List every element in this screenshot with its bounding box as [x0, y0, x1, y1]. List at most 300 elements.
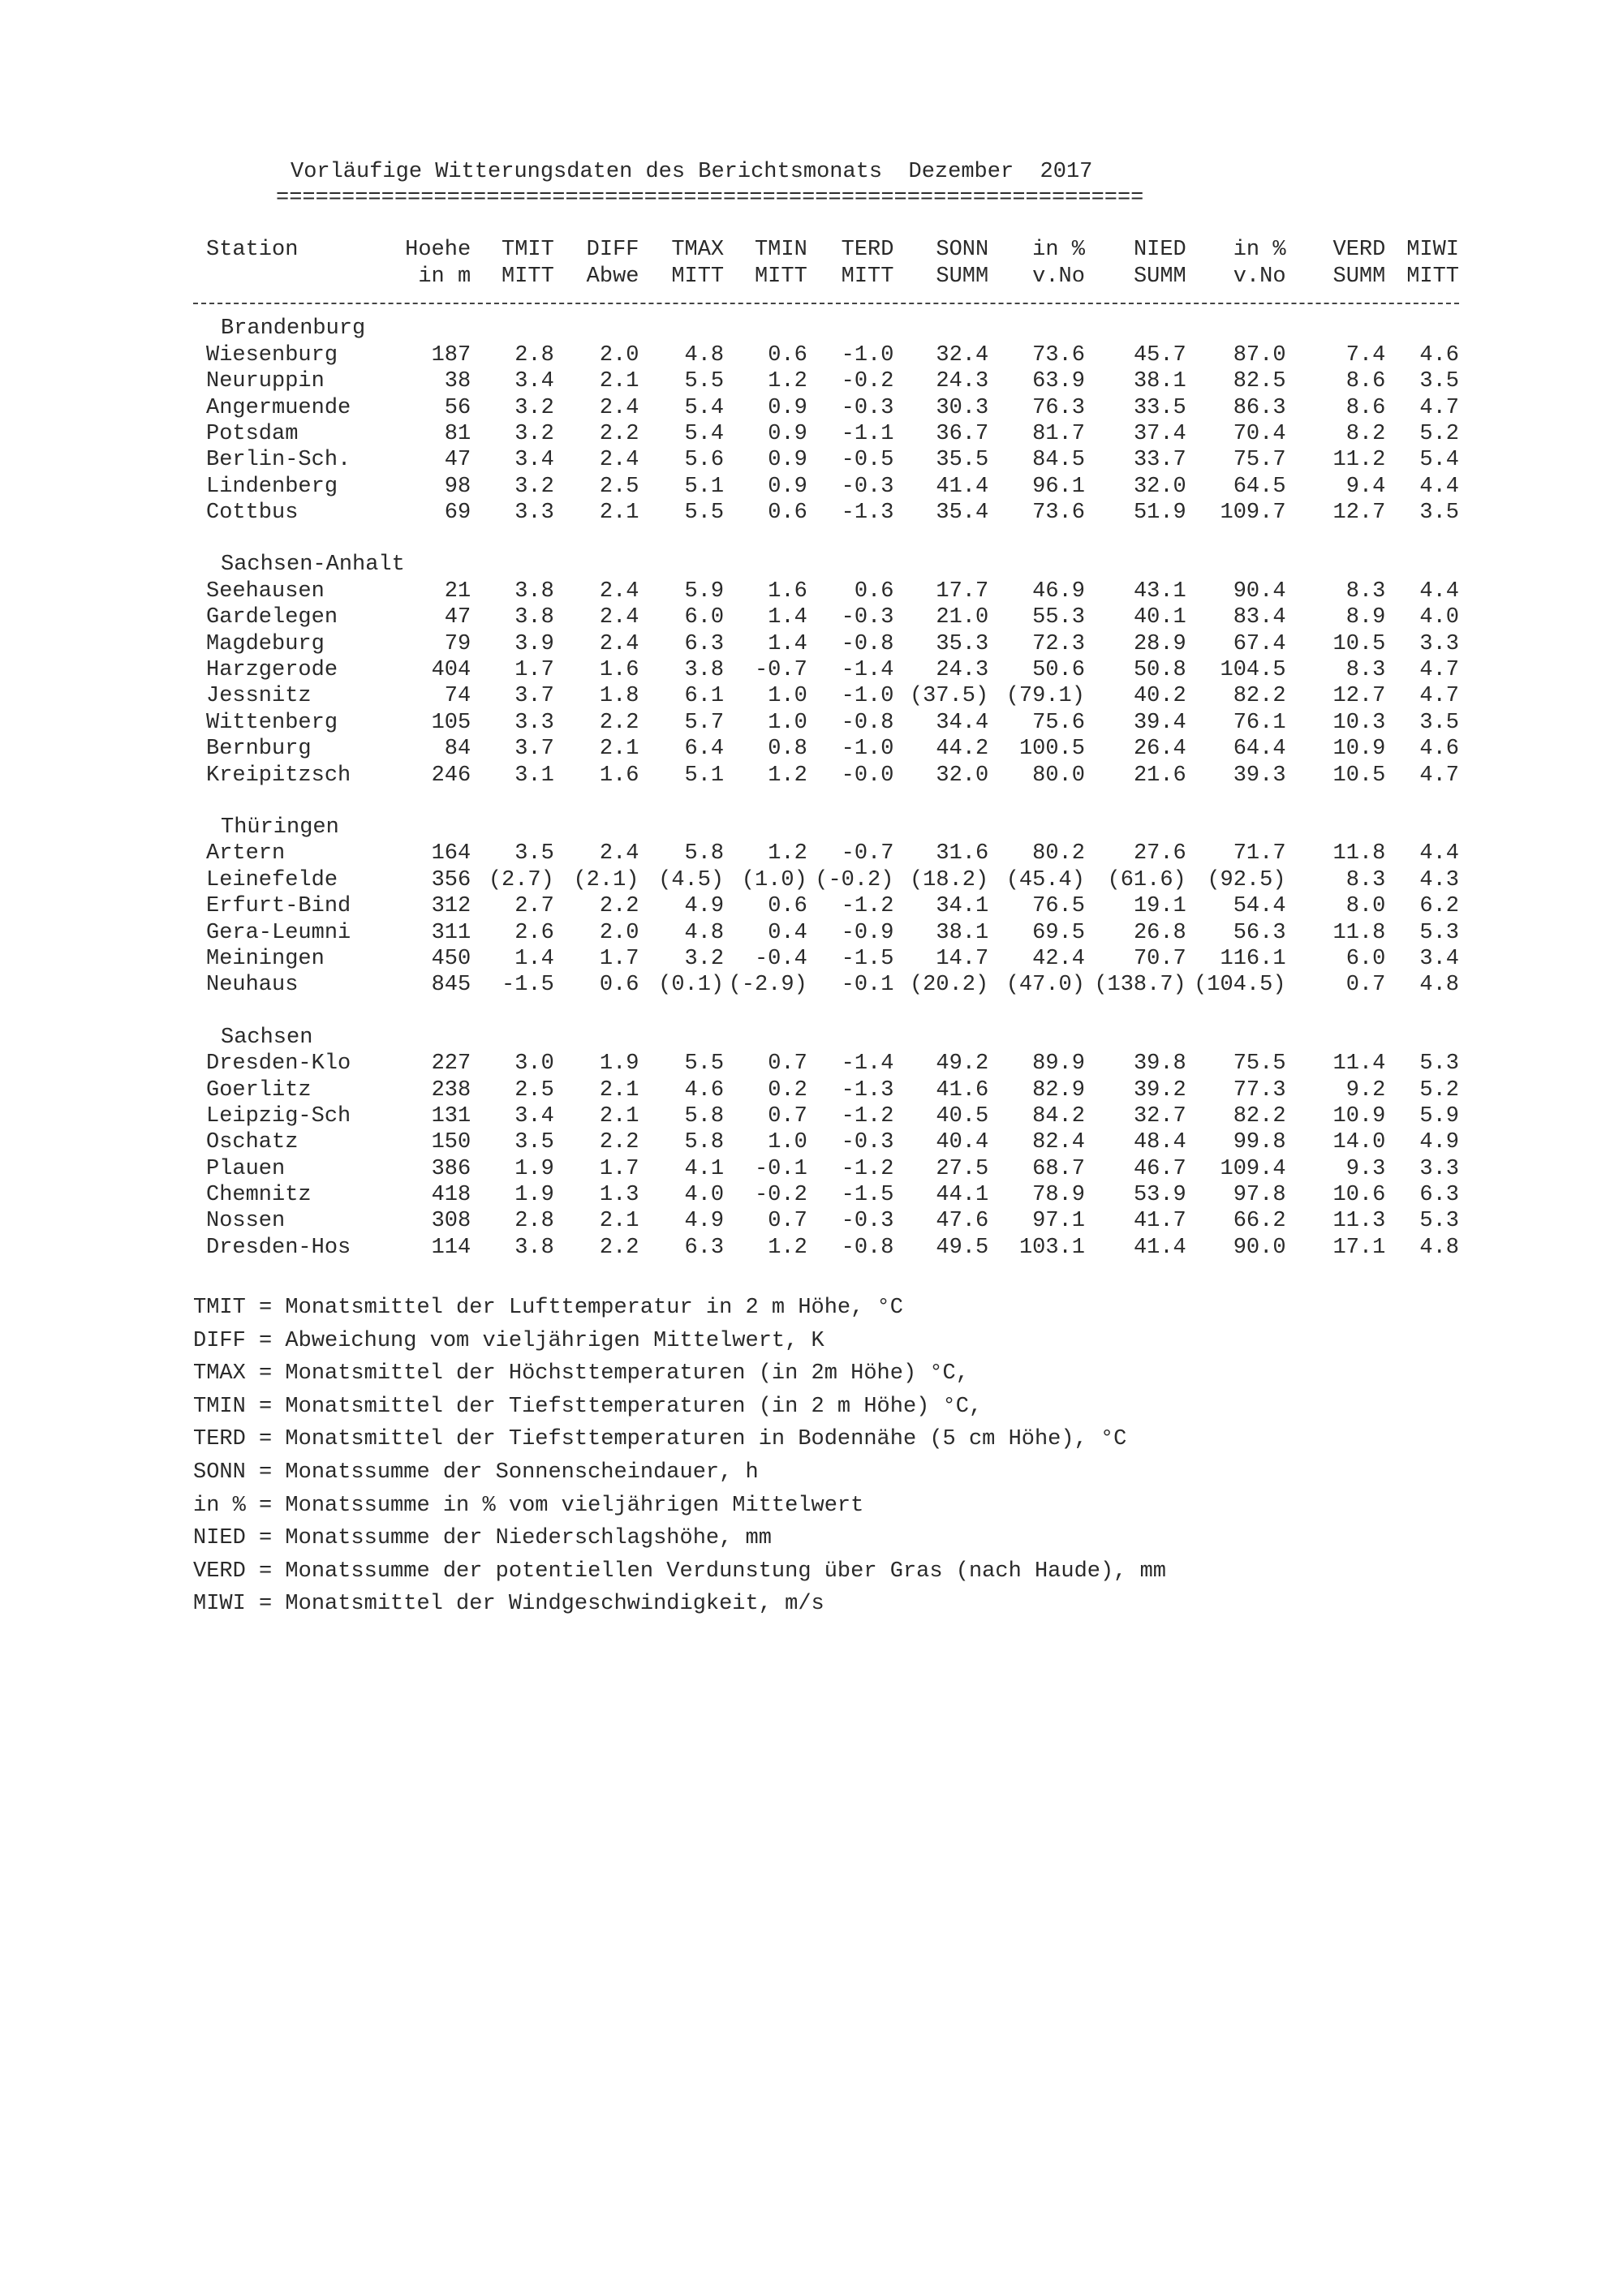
cell-sonn-pct: (45.4) — [1005, 867, 1085, 892]
cell-terd: -1.0 — [841, 342, 894, 368]
cell-hoehe: 246 — [431, 763, 471, 788]
cell-sonn: (18.2) — [909, 867, 989, 892]
cell-miwi: 6.3 — [1419, 1183, 1459, 1208]
table-row — [193, 1208, 1459, 1234]
cell-verd: 9.2 — [1345, 1077, 1386, 1103]
legend-line: SONN = Monatssumme der Sonnenscheindauer, h — [193, 1460, 759, 1485]
cell-verd: 11.8 — [1332, 920, 1386, 945]
col-subheader-nied-pct: v.No — [1233, 264, 1286, 289]
cell-tmit: 3.5 — [514, 841, 554, 866]
region-header-row — [193, 1025, 1459, 1051]
cell-hoehe: 404 — [431, 658, 471, 683]
cell-nied-pct: 97.8 — [1233, 1183, 1286, 1208]
cell-diff: 2.4 — [599, 631, 639, 656]
cell-hoehe: 356 — [431, 867, 471, 892]
cell-terd: -0.8 — [841, 710, 894, 735]
cell-nied: (61.6) — [1107, 867, 1186, 892]
weather-data-table — [193, 237, 1459, 1261]
table-row — [193, 867, 1459, 893]
cell-nied-pct: (92.5) — [1207, 867, 1286, 892]
cell-sonn-pct: 103.1 — [1018, 1235, 1085, 1260]
cell-hoehe: 450 — [431, 946, 471, 971]
cell-terd: -1.2 — [841, 1156, 894, 1181]
table-row — [193, 893, 1459, 919]
cell-terd: -1.4 — [841, 1051, 894, 1077]
cell-sonn: 40.5 — [936, 1103, 989, 1129]
cell-nied-pct: 71.7 — [1233, 841, 1286, 866]
cell-tmax: 5.8 — [684, 841, 725, 866]
cell-sonn-pct: 82.9 — [1032, 1077, 1085, 1103]
cell-tmin: 1.2 — [768, 841, 807, 866]
cell-diff: 2.1 — [599, 1209, 639, 1234]
cell-nied-pct: 64.4 — [1233, 737, 1286, 762]
col-subheader-sonn: SUMM — [936, 264, 989, 289]
cell-nied-pct: 82.5 — [1233, 369, 1286, 394]
cell-nied-pct: 90.4 — [1233, 578, 1286, 604]
cell-station: Erfurt-Bind — [206, 894, 351, 919]
table-row — [193, 657, 1459, 683]
region-spacer — [193, 789, 1459, 815]
cell-diff: (2.1) — [573, 867, 639, 892]
cell-station: Goerlitz — [206, 1077, 312, 1103]
cell-station: Gera-Leumni — [206, 920, 351, 945]
col-subheader-sonn-pct: v.No — [1032, 264, 1085, 289]
cell-station: Plauen — [206, 1156, 286, 1181]
cell-miwi: 5.4 — [1419, 448, 1459, 473]
cell-miwi: 5.9 — [1419, 1103, 1459, 1129]
cell-verd: 8.3 — [1345, 658, 1386, 683]
cell-sonn: 30.3 — [936, 395, 989, 420]
cell-sonn-pct: 50.6 — [1032, 658, 1085, 683]
cell-sonn-pct: 72.3 — [1032, 631, 1085, 656]
cell-miwi: 5.2 — [1419, 421, 1459, 446]
cell-sonn-pct: 78.9 — [1032, 1183, 1085, 1208]
cell-tmin: 0.6 — [768, 342, 807, 368]
cell-sonn-pct: 100.5 — [1018, 737, 1085, 762]
cell-nied: 39.2 — [1133, 1077, 1186, 1103]
table-row — [193, 710, 1459, 736]
cell-nied: 39.8 — [1133, 1051, 1186, 1077]
region-name: Sachsen-Anhalt — [221, 553, 405, 578]
cell-miwi: 4.8 — [1419, 1235, 1459, 1260]
cell-verd: 10.3 — [1332, 710, 1386, 735]
cell-station: Jessnitz — [206, 684, 312, 709]
table-row — [193, 421, 1459, 447]
cell-station: Artern — [206, 841, 286, 866]
cell-tmin: -0.7 — [754, 658, 807, 683]
cell-tmin: 0.9 — [768, 474, 807, 499]
cell-nied-pct: 104.5 — [1220, 658, 1286, 683]
cell-diff: 1.8 — [599, 684, 639, 709]
cell-hoehe: 105 — [431, 710, 471, 735]
cell-nied: 43.1 — [1133, 578, 1186, 604]
cell-sonn: 49.2 — [936, 1051, 989, 1077]
cell-tmax: 6.0 — [684, 605, 725, 630]
cell-tmit: 3.7 — [514, 684, 554, 709]
cell-tmit: 3.3 — [514, 501, 554, 526]
cell-station: Kreipitzsch — [206, 763, 351, 788]
cell-tmax: 4.0 — [684, 1183, 725, 1208]
col-header-tmax: TMAX — [671, 238, 725, 263]
cell-nied: 40.2 — [1133, 684, 1186, 709]
cell-verd: 6.0 — [1345, 946, 1386, 971]
cell-verd: 8.9 — [1345, 605, 1386, 630]
header-separator — [193, 290, 1459, 316]
cell-miwi: 4.7 — [1419, 395, 1459, 420]
cell-miwi: 4.9 — [1419, 1130, 1459, 1155]
cell-tmit: 1.4 — [514, 946, 554, 971]
dashed-rule — [193, 303, 1459, 304]
table-row — [193, 972, 1459, 998]
cell-station: Lindenberg — [206, 474, 338, 499]
cell-tmit: 3.4 — [514, 1103, 554, 1129]
cell-hoehe: 84 — [444, 737, 471, 762]
col-header-sonn-pct: in % — [1032, 238, 1085, 263]
region-name: Brandenburg — [221, 316, 366, 342]
cell-nied-pct: 109.7 — [1220, 501, 1286, 526]
cell-station: Chemnitz — [206, 1183, 312, 1208]
cell-verd: 8.6 — [1345, 369, 1386, 394]
cell-sonn-pct: 46.9 — [1032, 578, 1085, 604]
cell-nied-pct: 39.3 — [1233, 763, 1286, 788]
cell-sonn: 14.7 — [936, 946, 989, 971]
cell-verd: 11.3 — [1332, 1209, 1386, 1234]
cell-terd: -0.3 — [841, 1209, 894, 1234]
cell-sonn: 32.0 — [936, 763, 989, 788]
col-subheader-verd: SUMM — [1332, 264, 1386, 289]
cell-hoehe: 187 — [431, 342, 471, 368]
cell-sonn: 17.7 — [936, 578, 989, 604]
cell-nied-pct: 54.4 — [1233, 894, 1286, 919]
cell-tmax: 5.5 — [684, 369, 725, 394]
cell-hoehe: 164 — [431, 841, 471, 866]
cell-miwi: 3.5 — [1419, 710, 1459, 735]
cell-sonn-pct: 96.1 — [1032, 474, 1085, 499]
cell-station: Meiningen — [206, 946, 325, 971]
cell-tmit: 2.8 — [514, 342, 554, 368]
cell-terd: -0.9 — [841, 920, 894, 945]
cell-sonn: 40.4 — [936, 1130, 989, 1155]
cell-terd: -1.1 — [841, 421, 894, 446]
cell-tmax: 5.5 — [684, 1051, 725, 1077]
cell-nied: 28.9 — [1133, 631, 1186, 656]
cell-verd: 8.3 — [1345, 578, 1386, 604]
cell-miwi: 5.3 — [1419, 1209, 1459, 1234]
cell-verd: 17.1 — [1332, 1235, 1386, 1260]
cell-sonn-pct: 80.0 — [1032, 763, 1085, 788]
cell-tmit: 3.9 — [514, 631, 554, 656]
cell-diff: 1.7 — [599, 946, 639, 971]
cell-sonn: 47.6 — [936, 1209, 989, 1234]
cell-station: Bernburg — [206, 737, 312, 762]
cell-miwi: 6.2 — [1419, 894, 1459, 919]
cell-hoehe: 114 — [431, 1235, 471, 1260]
cell-tmit: 3.0 — [514, 1051, 554, 1077]
cell-diff: 2.2 — [599, 421, 639, 446]
cell-tmax: 5.8 — [684, 1103, 725, 1129]
col-header-tmin: TMIN — [754, 238, 807, 263]
cell-miwi: 4.7 — [1419, 763, 1459, 788]
cell-hoehe: 386 — [431, 1156, 471, 1181]
cell-sonn: 32.4 — [936, 342, 989, 368]
cell-diff: 2.2 — [599, 1130, 639, 1155]
cell-sonn-pct: (47.0) — [1005, 973, 1085, 998]
cell-miwi: 4.4 — [1419, 578, 1459, 604]
cell-nied: (138.7) — [1094, 973, 1186, 998]
cell-tmax: 4.8 — [684, 342, 725, 368]
cell-tmin: 0.8 — [768, 737, 807, 762]
cell-terd: -1.0 — [841, 684, 894, 709]
cell-tmit: 3.2 — [514, 474, 554, 499]
cell-tmin: 0.4 — [768, 920, 807, 945]
cell-verd: 8.0 — [1345, 894, 1386, 919]
table-row — [193, 578, 1459, 604]
cell-terd: -1.5 — [841, 946, 894, 971]
cell-hoehe: 81 — [444, 421, 471, 446]
cell-hoehe: 74 — [444, 684, 471, 709]
cell-nied-pct: 70.4 — [1233, 421, 1286, 446]
cell-tmit: 1.9 — [514, 1156, 554, 1181]
cell-sonn-pct: (79.1) — [1005, 684, 1085, 709]
cell-diff: 2.2 — [599, 894, 639, 919]
cell-station: Oschatz — [206, 1130, 299, 1155]
col-subheader-tmax: MITT — [671, 264, 725, 289]
cell-sonn: 21.0 — [936, 605, 989, 630]
legend-line: TMIT = Monatsmittel der Lufttemperatur in 2 m Höhe, °C — [193, 1296, 903, 1320]
cell-diff: 2.1 — [599, 369, 639, 394]
cell-hoehe: 150 — [431, 1130, 471, 1155]
cell-terd: 0.6 — [854, 578, 894, 604]
cell-sonn: 36.7 — [936, 421, 989, 446]
cell-verd: 11.4 — [1332, 1051, 1386, 1077]
cell-terd: -0.3 — [841, 1130, 894, 1155]
cell-miwi: 3.5 — [1419, 501, 1459, 526]
cell-sonn: 24.3 — [936, 369, 989, 394]
cell-verd: 14.0 — [1332, 1130, 1386, 1155]
cell-tmax: 4.6 — [684, 1077, 725, 1103]
region-spacer — [193, 526, 1459, 552]
header-row-2 — [193, 263, 1459, 289]
col-header-tmit: TMIT — [502, 238, 554, 263]
cell-sonn: 27.5 — [936, 1156, 989, 1181]
cell-nied: 26.8 — [1133, 920, 1186, 945]
cell-sonn: 38.1 — [936, 920, 989, 945]
cell-sonn-pct: 55.3 — [1032, 605, 1085, 630]
cell-hoehe: 38 — [444, 369, 471, 394]
cell-sonn: 31.6 — [936, 841, 989, 866]
cell-tmax: 5.5 — [684, 501, 725, 526]
cell-tmax: 6.4 — [684, 737, 725, 762]
cell-hoehe: 131 — [431, 1103, 471, 1129]
cell-hoehe: 308 — [431, 1209, 471, 1234]
cell-station: Dresden-Klo — [206, 1051, 351, 1077]
legend-line: TMAX = Monatsmittel der Höchsttemperaturen (in 2m Höhe) °C, — [193, 1361, 969, 1387]
cell-sonn: 44.1 — [936, 1183, 989, 1208]
cell-nied-pct: 109.4 — [1220, 1156, 1286, 1181]
cell-sonn: (37.5) — [909, 684, 989, 709]
table-row — [193, 1077, 1459, 1103]
cell-tmin: 1.2 — [768, 1235, 807, 1260]
cell-tmin: -0.4 — [754, 946, 807, 971]
cell-sonn: (20.2) — [909, 973, 989, 998]
col-header-terd: TERD — [841, 238, 894, 263]
cell-nied: 40.1 — [1133, 605, 1186, 630]
col-header-diff: DIFF — [586, 238, 639, 263]
cell-terd: -1.0 — [841, 737, 894, 762]
cell-diff: 2.5 — [599, 474, 639, 499]
cell-tmit: 3.4 — [514, 369, 554, 394]
region-spacer — [193, 999, 1459, 1025]
cell-sonn-pct: 97.1 — [1032, 1209, 1085, 1234]
cell-tmin: 0.7 — [768, 1103, 807, 1129]
cell-diff: 2.4 — [599, 395, 639, 420]
cell-sonn-pct: 80.2 — [1032, 841, 1085, 866]
col-subheader-miwi: MITT — [1406, 264, 1459, 289]
cell-tmit: 2.8 — [514, 1209, 554, 1234]
cell-hoehe: 47 — [444, 605, 471, 630]
legend-line: NIED = Monatssumme der Niederschlagshöhe, mm — [193, 1526, 772, 1551]
cell-miwi: 5.3 — [1419, 1051, 1459, 1077]
cell-nied: 27.6 — [1133, 841, 1186, 866]
cell-terd: -1.2 — [841, 894, 894, 919]
cell-miwi: 3.3 — [1419, 631, 1459, 656]
cell-sonn: 34.1 — [936, 894, 989, 919]
cell-hoehe: 21 — [444, 578, 471, 604]
cell-verd: 10.9 — [1332, 1103, 1386, 1129]
cell-diff: 2.1 — [599, 1077, 639, 1103]
region-name: Sachsen — [221, 1025, 313, 1050]
cell-sonn-pct: 73.6 — [1032, 501, 1085, 526]
cell-verd: 9.4 — [1345, 474, 1386, 499]
cell-tmin: 0.9 — [768, 395, 807, 420]
cell-tmit: 2.7 — [514, 894, 554, 919]
cell-nied: 51.9 — [1133, 501, 1186, 526]
table-row — [193, 1235, 1459, 1261]
cell-tmin: 0.7 — [768, 1209, 807, 1234]
cell-tmin: -0.2 — [754, 1183, 807, 1208]
abbreviation-legend — [193, 1292, 1166, 1621]
cell-nied-pct: (104.5) — [1194, 973, 1286, 998]
cell-station: Harzgerode — [206, 658, 338, 683]
cell-tmin: -0.1 — [754, 1156, 807, 1181]
legend-line: in % = Monatssumme in % vom vieljährigen Mittelwert — [193, 1493, 864, 1518]
cell-diff: 1.6 — [599, 658, 639, 683]
region-name: Thüringen — [221, 815, 339, 840]
region-header-row — [193, 316, 1459, 342]
col-subheader-tmit: MITT — [502, 264, 554, 289]
cell-tmax: (0.1) — [658, 973, 725, 998]
cell-tmit: 3.8 — [514, 1235, 554, 1260]
cell-tmit: 3.5 — [514, 1130, 554, 1155]
cell-tmax: 5.9 — [684, 578, 725, 604]
cell-diff: 2.1 — [599, 737, 639, 762]
cell-nied: 53.9 — [1133, 1183, 1186, 1208]
table-row — [193, 1051, 1459, 1077]
cell-sonn-pct: 76.5 — [1032, 894, 1085, 919]
col-subheader-nied: SUMM — [1133, 264, 1186, 289]
cell-nied: 45.7 — [1133, 342, 1186, 368]
cell-sonn-pct: 63.9 — [1032, 369, 1085, 394]
cell-verd: 7.4 — [1345, 342, 1386, 368]
cell-nied-pct: 116.1 — [1220, 946, 1286, 971]
cell-tmax: 5.1 — [684, 763, 725, 788]
cell-hoehe: 311 — [431, 920, 471, 945]
header-row-1 — [193, 237, 1459, 263]
cell-diff: 2.2 — [599, 1235, 639, 1260]
cell-verd: 8.6 — [1345, 395, 1386, 420]
cell-terd: (-0.2) — [815, 867, 894, 892]
cell-terd: -0.7 — [841, 841, 894, 866]
cell-tmit: -1.5 — [502, 973, 554, 998]
cell-tmin: 1.4 — [768, 631, 807, 656]
cell-tmin: 0.9 — [768, 448, 807, 473]
cell-tmax: 5.1 — [684, 474, 725, 499]
cell-sonn: 24.3 — [936, 658, 989, 683]
cell-tmax: 4.9 — [684, 1209, 725, 1234]
cell-station: Neuhaus — [206, 973, 299, 998]
cell-tmit: 3.3 — [514, 710, 554, 735]
cell-terd: -0.1 — [841, 973, 894, 998]
table-row — [193, 762, 1459, 788]
cell-miwi: 4.8 — [1419, 973, 1459, 998]
cell-station: Magdeburg — [206, 631, 325, 656]
cell-station: Wiesenburg — [206, 342, 338, 368]
cell-nied: 70.7 — [1133, 946, 1186, 971]
cell-miwi: 5.2 — [1419, 1077, 1459, 1103]
cell-sonn: 34.4 — [936, 710, 989, 735]
cell-nied-pct: 90.0 — [1233, 1235, 1286, 1260]
cell-terd: -1.5 — [841, 1183, 894, 1208]
cell-tmin: 1.6 — [768, 578, 807, 604]
cell-nied-pct: 86.3 — [1233, 395, 1286, 420]
table-row — [193, 604, 1459, 630]
cell-tmin: 1.0 — [768, 1130, 807, 1155]
col-header-nied-pct: in % — [1233, 238, 1286, 263]
cell-station: Potsdam — [206, 421, 299, 446]
cell-verd: 9.3 — [1345, 1156, 1386, 1181]
cell-tmin: (-2.9) — [728, 973, 807, 998]
cell-station: Nossen — [206, 1209, 286, 1234]
cell-diff: 2.4 — [599, 448, 639, 473]
cell-sonn-pct: 89.9 — [1032, 1051, 1085, 1077]
region-header-row — [193, 552, 1459, 578]
cell-sonn-pct: 75.6 — [1032, 710, 1085, 735]
table-row — [193, 841, 1459, 866]
cell-diff: 1.9 — [599, 1051, 639, 1077]
cell-tmax: 6.3 — [684, 1235, 725, 1260]
cell-terd: -0.0 — [841, 763, 894, 788]
table-row — [193, 946, 1459, 972]
cell-tmin: 0.7 — [768, 1051, 807, 1077]
cell-tmax: 6.3 — [684, 631, 725, 656]
cell-nied: 46.7 — [1133, 1156, 1186, 1181]
cell-diff: 1.3 — [599, 1183, 639, 1208]
cell-sonn-pct: 76.3 — [1032, 395, 1085, 420]
cell-diff: 1.6 — [599, 763, 639, 788]
cell-hoehe: 47 — [444, 448, 471, 473]
col-header-hoehe: Hoehe — [405, 238, 471, 263]
col-header-verd: VERD — [1332, 238, 1386, 263]
cell-nied: 33.5 — [1133, 395, 1186, 420]
cell-sonn-pct: 73.6 — [1032, 342, 1085, 368]
cell-station: Cottbus — [206, 501, 299, 526]
cell-diff: 2.4 — [599, 578, 639, 604]
cell-hoehe: 227 — [431, 1051, 471, 1077]
cell-diff: 2.2 — [599, 710, 639, 735]
cell-nied: 19.1 — [1133, 894, 1186, 919]
cell-miwi: 4.6 — [1419, 737, 1459, 762]
cell-tmax: 5.7 — [684, 710, 725, 735]
